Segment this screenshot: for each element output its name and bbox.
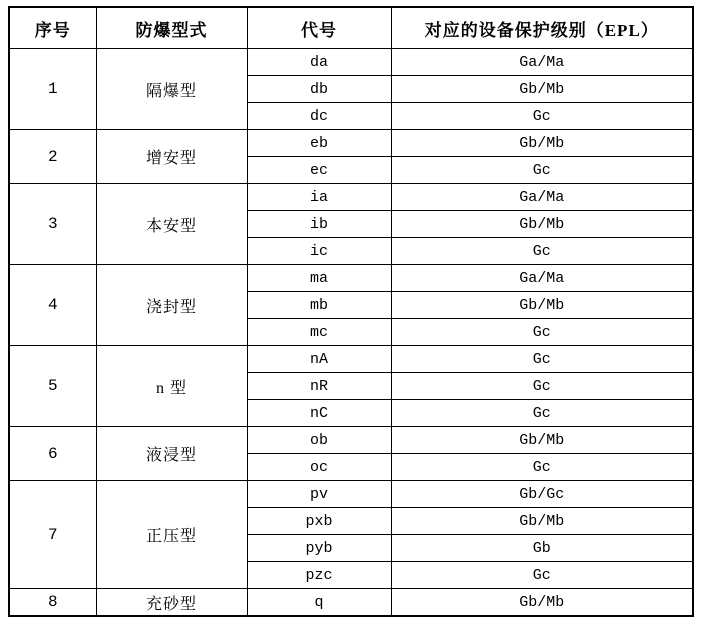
- serial-cell: 1: [9, 49, 96, 130]
- code-cell: ob: [247, 427, 391, 454]
- code-cell: pxb: [247, 508, 391, 535]
- epl-cell: Gc: [391, 373, 693, 400]
- serial-cell: 2: [9, 130, 96, 184]
- code-cell: ia: [247, 184, 391, 211]
- header-epl: 对应的设备保护级别（EPL）: [391, 7, 693, 49]
- code-cell: pv: [247, 481, 391, 508]
- table-row: [9, 589, 693, 617]
- serial-cell: 6: [9, 427, 96, 481]
- epl-cell: Gb/Mb: [391, 589, 693, 617]
- epl-cell: Ga/Ma: [391, 265, 693, 292]
- epl-cell: Gc: [391, 346, 693, 373]
- code-cell: mc: [247, 319, 391, 346]
- epl-cell: Gb/Mb: [391, 508, 693, 535]
- type-cell: 充砂型: [96, 589, 247, 617]
- table-row: [9, 49, 693, 76]
- table-body: [9, 49, 693, 617]
- epl-cell: Gc: [391, 319, 693, 346]
- table-header: [9, 7, 693, 49]
- code-cell: ib: [247, 211, 391, 238]
- table-row: [9, 130, 693, 157]
- table-row: [9, 184, 693, 211]
- type-cell: 浇封型: [96, 265, 247, 346]
- table-row: [9, 265, 693, 292]
- code-cell: nR: [247, 373, 391, 400]
- epl-cell: Ga/Ma: [391, 49, 693, 76]
- code-cell: da: [247, 49, 391, 76]
- epl-cell: Gb/Gc: [391, 481, 693, 508]
- table-row: [9, 427, 693, 454]
- serial-cell: 3: [9, 184, 96, 265]
- header-row: [9, 7, 693, 49]
- code-cell: pzc: [247, 562, 391, 589]
- table-row: [9, 346, 693, 373]
- epl-cell: Gb/Mb: [391, 211, 693, 238]
- code-cell: nC: [247, 400, 391, 427]
- serial-cell: 5: [9, 346, 96, 427]
- header-type: 防爆型式: [96, 7, 247, 49]
- epl-cell: Gc: [391, 454, 693, 481]
- type-cell: 本安型: [96, 184, 247, 265]
- epl-table: [8, 6, 694, 617]
- code-cell: nA: [247, 346, 391, 373]
- code-cell: ma: [247, 265, 391, 292]
- type-cell: 隔爆型: [96, 49, 247, 130]
- code-cell: ec: [247, 157, 391, 184]
- epl-cell: Gc: [391, 238, 693, 265]
- serial-cell: 8: [9, 589, 96, 617]
- epl-cell: Gc: [391, 157, 693, 184]
- epl-cell: Gc: [391, 400, 693, 427]
- type-cell: 正压型: [96, 481, 247, 589]
- serial-cell: 4: [9, 265, 96, 346]
- code-cell: ic: [247, 238, 391, 265]
- epl-cell: Gb/Mb: [391, 76, 693, 103]
- type-cell: n 型: [96, 346, 247, 427]
- epl-cell: Gb/Mb: [391, 292, 693, 319]
- code-cell: q: [247, 589, 391, 617]
- code-cell: db: [247, 76, 391, 103]
- type-cell: 增安型: [96, 130, 247, 184]
- epl-cell: Gb: [391, 535, 693, 562]
- serial-cell: 7: [9, 481, 96, 589]
- code-cell: mb: [247, 292, 391, 319]
- code-cell: dc: [247, 103, 391, 130]
- header-serial: 序号: [9, 7, 96, 49]
- epl-cell: Gb/Mb: [391, 130, 693, 157]
- table-row: [9, 481, 693, 508]
- code-cell: pyb: [247, 535, 391, 562]
- code-cell: oc: [247, 454, 391, 481]
- epl-cell: Gb/Mb: [391, 427, 693, 454]
- header-code: 代号: [247, 7, 391, 49]
- epl-cell: Gc: [391, 103, 693, 130]
- type-cell: 液浸型: [96, 427, 247, 481]
- epl-cell: Ga/Ma: [391, 184, 693, 211]
- code-cell: eb: [247, 130, 391, 157]
- epl-cell: Gc: [391, 562, 693, 589]
